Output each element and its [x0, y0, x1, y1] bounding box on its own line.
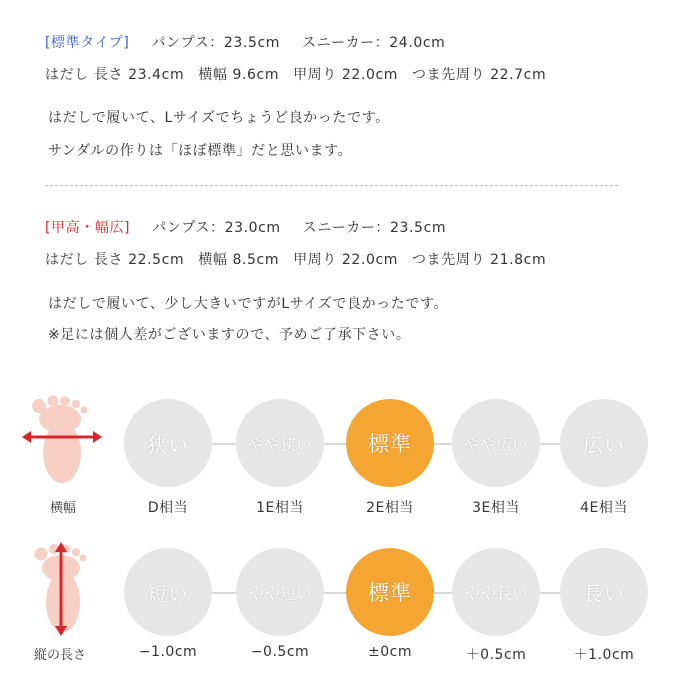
length-step-long: 長い — [560, 548, 648, 636]
length-step-standard: 標準 — [346, 548, 434, 636]
wide-width: 横幅 8.5cm — [198, 252, 280, 268]
standard-tag: [標準タイプ] — [45, 35, 130, 51]
length-value-minus-05: −0.5cm — [250, 644, 310, 660]
length-scale-label: 縦の長さ — [33, 648, 86, 663]
standard-comment-1: はだしで履いて、Lサイズでちょうど良かったです。 — [48, 110, 390, 126]
length-step-slightly-long: やや長い — [452, 548, 540, 636]
width-scale-label: 横幅 — [49, 501, 76, 516]
standard-pumps: パンプス：23.5cm — [151, 35, 280, 51]
standard-toe: つま先周り 22.7cm — [412, 67, 547, 83]
standard-measurements — [45, 64, 546, 84]
width-value-4e: 4E相当 — [580, 500, 628, 516]
wide-tag: [甲高・幅広] — [45, 220, 131, 236]
width-value-1e: 1E相当 — [256, 500, 304, 516]
wide-comment-2: ※足には個人差がございますので、予めご了承下さい。 — [48, 327, 411, 343]
length-step-slightly-short: やや短い — [236, 548, 324, 636]
wide-header — [45, 217, 446, 237]
foot-length-icon — [27, 540, 99, 636]
wide-length: はだし 長さ 22.5cm — [45, 252, 185, 268]
width-step-narrow: 狭い — [124, 399, 212, 487]
length-value-zero: ±0cm — [368, 644, 412, 660]
standard-comment-2: サンダルの作りは「ほぼ標準」だと思います。 — [48, 143, 353, 159]
wide-comment-1: はだしで履いて、少し大きいですがLサイズで良かったです。 — [48, 296, 449, 312]
standard-sneaker: スニーカー：24.0cm — [301, 35, 446, 51]
length-step-short: 短い — [124, 548, 212, 636]
foot-width-icon — [22, 395, 102, 487]
standard-instep: 甲周り 22.0cm — [293, 67, 399, 83]
width-step-standard: 標準 — [346, 399, 434, 487]
width-step-wide: 広い — [560, 399, 648, 487]
width-step-slightly-narrow: やや狭い — [236, 399, 324, 487]
section-divider — [45, 185, 618, 186]
wide-toe: つま先周り 21.8cm — [412, 252, 547, 268]
width-value-2e: 2E相当 — [366, 500, 414, 516]
wide-measurements — [45, 249, 546, 269]
wide-sneaker: スニーカー：23.5cm — [302, 220, 447, 236]
width-value-d: D相当 — [147, 500, 189, 516]
standard-length: はだし 長さ 23.4cm — [45, 67, 185, 83]
length-value-plus-05: ＋0.5cm — [465, 647, 527, 663]
wide-pumps: パンプス：23.0cm — [152, 220, 281, 236]
width-value-3e: 3E相当 — [472, 500, 520, 516]
width-step-slightly-wide: やや広い — [452, 399, 540, 487]
length-value-plus-1: ＋1.0cm — [573, 647, 635, 663]
standard-width: 横幅 9.6cm — [198, 67, 280, 83]
length-value-minus-1: −1.0cm — [138, 644, 198, 660]
standard-header — [45, 32, 445, 52]
wide-instep: 甲周り 22.0cm — [293, 252, 399, 268]
